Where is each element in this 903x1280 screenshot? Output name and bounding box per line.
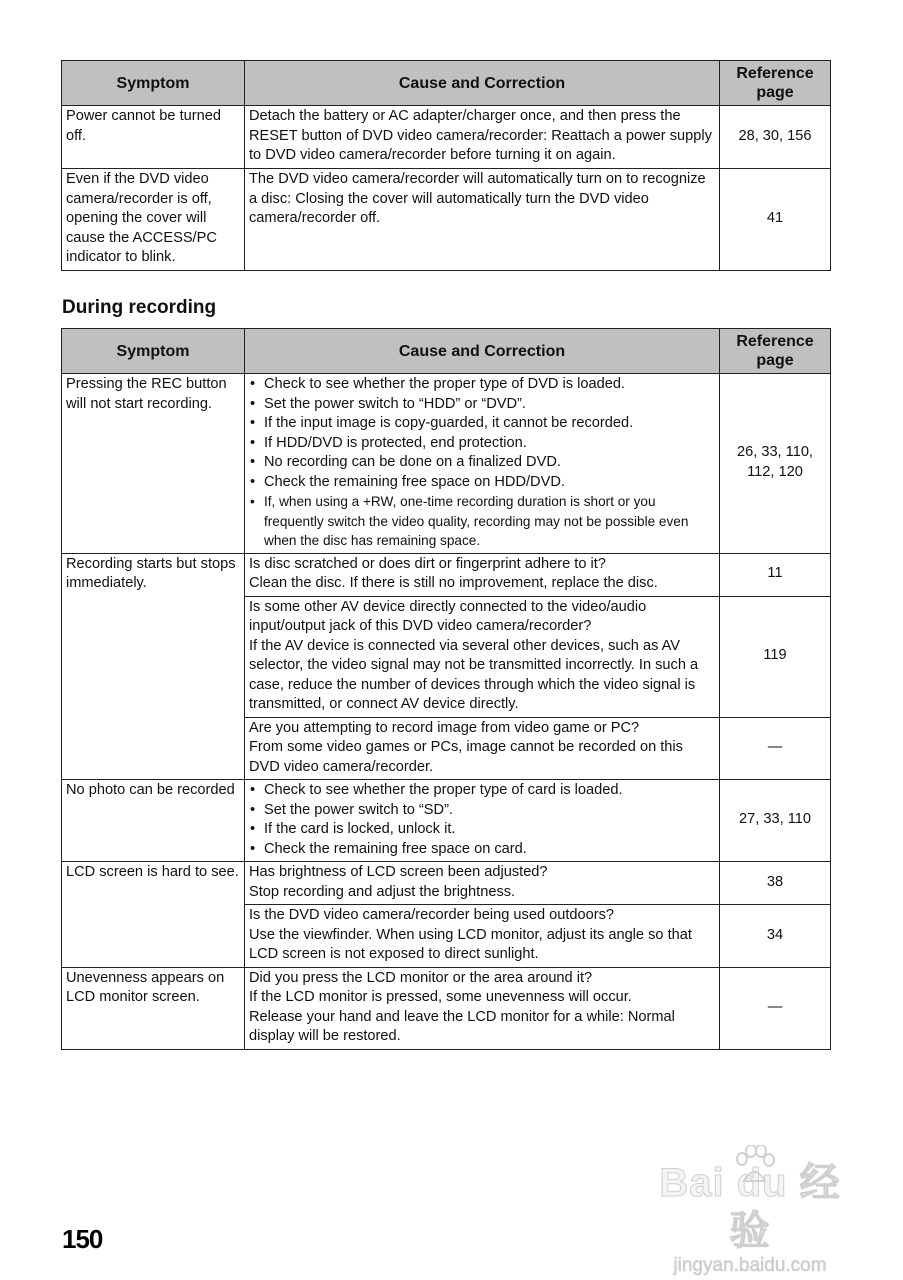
section-heading: During recording <box>62 297 217 318</box>
watermark-logo: Bai du 经验 <box>659 1161 841 1253</box>
cause-cell: Detach the battery or AC adapter/charger once, and then press the RESET button of DVD video camera/recorder: Reattach a power supply to DVD video camera/recorder before turning it on again. <box>245 106 720 169</box>
bullet-item: • Check the remaining free space on HDD/DVD. <box>249 473 715 493</box>
symptom-cell: Even if the DVD video camera/recorder is off, opening the cover will cause the ACCESS/PC indicator to blink. <box>62 169 245 271</box>
cause-line: Is some other AV device directly connected to the video/audio input/output jack of this DVD video camera/recorder? <box>249 598 647 634</box>
table-row <box>62 553 831 596</box>
cause-line: If the LCD monitor is pressed, some unevenness will occur. <box>249 989 632 1005</box>
cause-line: Release your hand and leave the LCD monitor for a while: Normal display will be restored. <box>249 1008 675 1044</box>
cause-cell <box>245 717 720 780</box>
reference-cell: — <box>720 717 831 780</box>
cause-line: From some video games or PCs, image cannot be recorded on this DVD video camera/recorder. <box>249 739 683 775</box>
cause-line: Stop recording and adjust the brightness. <box>249 883 516 900</box>
bullet-item: • Check to see whether the proper type of card is loaded. <box>249 781 715 801</box>
bullet-item: • Set the power switch to “HDD” or “DVD”. <box>249 395 715 415</box>
cause-line: Is disc scratched or does dirt or fingerprint adhere to it? <box>249 555 606 572</box>
table-row <box>62 862 831 905</box>
cause-cell <box>245 596 720 717</box>
watermark-url: jingyan.baidu.com <box>673 1255 827 1276</box>
page-number: 150 <box>62 1224 103 1254</box>
symptom-cell: Pressing the REC button will not start recording. <box>62 374 245 554</box>
cause-line: Use the viewfinder. When using LCD monitor, adjust its angle so that LCD screen is not exposed to direct sunlight. <box>249 926 692 962</box>
header-cause-correction: Cause and Correction <box>245 329 720 374</box>
table-row <box>62 106 831 169</box>
cause-line: Did you press the LCD monitor or the area around it? <box>249 969 593 986</box>
cause-cell: The DVD video camera/recorder will automatically turn on to recognize a disc: Closing the cover will automatically turn the DVD video camera/recorder off. <box>245 169 720 271</box>
reference-cell: 27, 33, 110 <box>720 780 831 862</box>
troubleshooting-table-power <box>61 60 831 271</box>
header-reference-page: Reference page <box>720 61 831 106</box>
symptom-cell: No photo can be recorded <box>62 780 245 862</box>
cause-line: If the AV device is connected via several other devices, such as AV selector, the video signal may not be transmitted incorrectly. In such a case, reduce the number of devices through which the video signal is transmitted, or connect AV device directly. <box>249 637 699 712</box>
cause-line: Clean the disc. If there is still no improvement, replace the disc. <box>249 575 658 591</box>
cause-cell <box>245 862 720 905</box>
baidu-jingyan-watermark <box>640 1145 860 1276</box>
cause-line: Is the DVD video camera/recorder being used outdoors? <box>249 907 615 923</box>
troubleshooting-table-recording <box>61 328 831 1050</box>
header-symptom: Symptom <box>62 329 245 374</box>
table-row <box>62 169 831 271</box>
reference-cell: 38 <box>720 862 831 905</box>
reference-cell: 11 <box>720 553 831 596</box>
cause-cell <box>245 553 720 596</box>
symptom-cell: Power cannot be turned off. <box>62 106 245 169</box>
header-cause-correction: Cause and Correction <box>245 61 720 106</box>
bullet-item: • If, when using a +RW, one-time recording duration is short or you frequently switch the video quality, recording may not be possible even when the disc has remaining space. <box>249 492 715 551</box>
cause-cell <box>245 967 720 1049</box>
reference-cell: 34 <box>720 905 831 968</box>
reference-cell: 119 <box>720 596 831 717</box>
symptom-cell: LCD screen is hard to see. <box>62 862 245 968</box>
symptom-cell: Recording starts but stops immediately. <box>62 553 245 780</box>
paw-print-icon <box>732 1145 776 1185</box>
header-symptom: Symptom <box>62 61 245 106</box>
bullet-list <box>249 375 715 551</box>
reference-cell: — <box>720 967 831 1049</box>
bullet-item: • Set the power switch to “SD”. <box>249 801 715 821</box>
cause-line: Has brightness of LCD screen been adjusted? <box>249 864 548 880</box>
bullet-item: • If the card is locked, unlock it. <box>249 820 715 840</box>
symptom-cell: Unevenness appears on LCD monitor screen. <box>62 967 245 1049</box>
cause-line: Are you attempting to record image from video game or PC? <box>249 719 640 736</box>
table-row <box>62 374 831 554</box>
table-row <box>62 780 831 862</box>
bullet-item: • Check the remaining free space on card. <box>249 840 715 860</box>
bullet-item: • Check to see whether the proper type of DVD is loaded. <box>249 375 715 395</box>
bullet-item: • No recording can be done on a finalized DVD. <box>249 453 715 473</box>
table-header-row <box>62 61 831 106</box>
table-row <box>62 967 831 1049</box>
reference-cell: 26, 33, 110, 112, 120 <box>720 374 831 554</box>
header-reference-page: Reference page <box>720 329 831 374</box>
table-header-row <box>62 329 831 374</box>
reference-cell: 28, 30, 156 <box>720 106 831 169</box>
bullet-list <box>249 781 715 859</box>
bullet-item: • If HDD/DVD is protected, end protection. <box>249 434 715 454</box>
cause-cell <box>245 905 720 968</box>
bullet-item: • If the input image is copy-guarded, it cannot be recorded. <box>249 414 715 434</box>
cause-cell <box>245 780 720 862</box>
cause-cell <box>245 374 720 554</box>
reference-cell: 41 <box>720 169 831 271</box>
